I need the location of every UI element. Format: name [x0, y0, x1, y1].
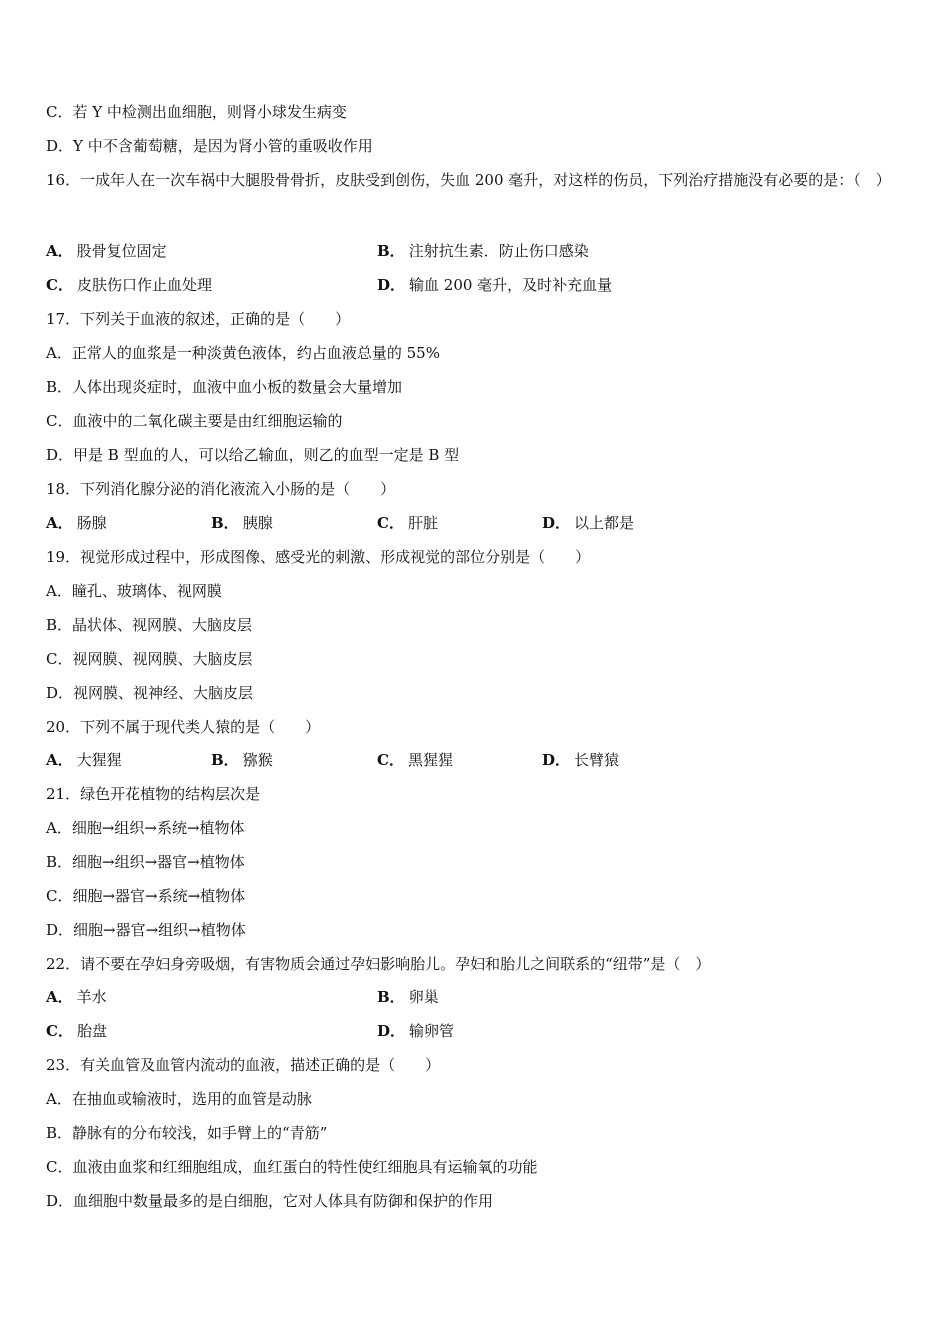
- q20-stem: 20．下列不属于现代类人猿的是（ ）: [46, 718, 321, 736]
- q19-option-c: C．视网膜、视网膜、大脑皮层: [46, 650, 253, 668]
- q21-option-d: D．细胞→器官→组织→植物体: [46, 921, 246, 939]
- q15-option-c: C．若 Y 中检测出血细胞，则肾小球发生病变: [46, 103, 347, 121]
- q19-stem: 19．视觉形成过程中，形成图像、感受光的刺激、形成视觉的部位分别是（ ）: [46, 548, 591, 566]
- q19-option-b: B．晶状体、视网膜、大脑皮层: [46, 616, 253, 634]
- q20-option-a: A． 大猩猩: [46, 751, 122, 769]
- q22-options-row-1: [46, 986, 910, 1008]
- q23-option-b: B．静脉有的分布较浅，如手臂上的“青筋”: [46, 1124, 328, 1142]
- q23-option-a: A．在抽血或输液时，选用的血管是动脉: [46, 1090, 312, 1108]
- q21-option-a: A．细胞→组织→系统→植物体: [46, 819, 245, 837]
- q20-option-c: C． 黑猩猩: [377, 751, 453, 769]
- q16-option-b: B． 注射抗生素．防止伤口感染: [377, 242, 589, 260]
- q21-option-b: B．细胞→组织→器官→植物体: [46, 853, 245, 871]
- q16-options-row-1: [46, 240, 910, 262]
- q17-option-d: D．甲是 B 型血的人，可以给乙输血，则乙的血型一定是 B 型: [46, 446, 460, 464]
- q16-stem: 16．一成年人在一次车祸中大腿股骨骨折，皮肤受到创伤，失血 200 毫升，对这样的伤员，下列治疗措施没有必要的是：（ ）: [46, 171, 891, 189]
- q18-stem: 18．下列消化腺分泌的消化液流入小肠的是（ ）: [46, 480, 396, 498]
- q16-option-d: D． 输血 200 毫升，及时补充血量: [377, 276, 613, 294]
- q23-stem: 23．有关血管及血管内流动的血液，描述正确的是（ ）: [46, 1056, 441, 1074]
- q16-option-c: C． 皮肤伤口作止血处理: [46, 276, 212, 294]
- q16-option-a: A． 股骨复位固定: [46, 242, 167, 260]
- q20-option-b: B． 猕猴: [211, 751, 273, 769]
- q21-option-c: C．细胞→器官→系统→植物体: [46, 887, 246, 905]
- q18-option-a: A． 肠腺: [46, 514, 107, 532]
- q16-options-row-2: [46, 274, 910, 296]
- q23-option-d: D．血细胞中数量最多的是白细胞，它对人体具有防御和保护的作用: [46, 1192, 494, 1210]
- q18-options: [46, 512, 910, 534]
- q22-option-d: D． 输卵管: [377, 1022, 455, 1040]
- q17-option-b: B．人体出现炎症时，血液中血小板的数量会大量增加: [46, 378, 403, 396]
- q20-option-d: D． 长臂猿: [542, 751, 620, 769]
- q23-option-c: C．血液由血浆和红细胞组成，血红蛋白的特性使红细胞具有运输氧的功能: [46, 1158, 538, 1176]
- q22-stem: 22．请不要在孕妇身旁吸烟，有害物质会通过孕妇影响胎儿。孕妇和胎儿之间联系的“纽带”是（ ）: [46, 955, 711, 973]
- q17-stem: 17．下列关于血液的叙述，正确的是（ ）: [46, 310, 351, 328]
- q22-option-c: C． 胎盘: [46, 1022, 107, 1040]
- q20-options: [46, 749, 910, 771]
- q19-option-d: D．视网膜、视神经、大脑皮层: [46, 684, 254, 702]
- q22-options-row-2: [46, 1020, 910, 1042]
- q22-option-b: B． 卵巢: [377, 988, 439, 1006]
- q17-option-c: C．血液中的二氧化碳主要是由红细胞运输的: [46, 412, 343, 430]
- q22-option-a: A． 羊水: [46, 988, 107, 1006]
- q21-stem: 21．绿色开花植物的结构层次是: [46, 785, 261, 803]
- q18-option-c: C． 肝脏: [377, 514, 438, 532]
- q17-option-a: A．正常人的血浆是一种淡黄色液体，约占血液总量的 55%: [46, 344, 440, 362]
- q18-option-d: D． 以上都是: [542, 514, 635, 532]
- q15-option-d: D．Y 中不含葡萄糖，是因为肾小管的重吸收作用: [46, 137, 373, 155]
- q19-option-a: A．瞳孔、玻璃体、视网膜: [46, 582, 222, 600]
- q18-option-b: B． 胰腺: [211, 514, 273, 532]
